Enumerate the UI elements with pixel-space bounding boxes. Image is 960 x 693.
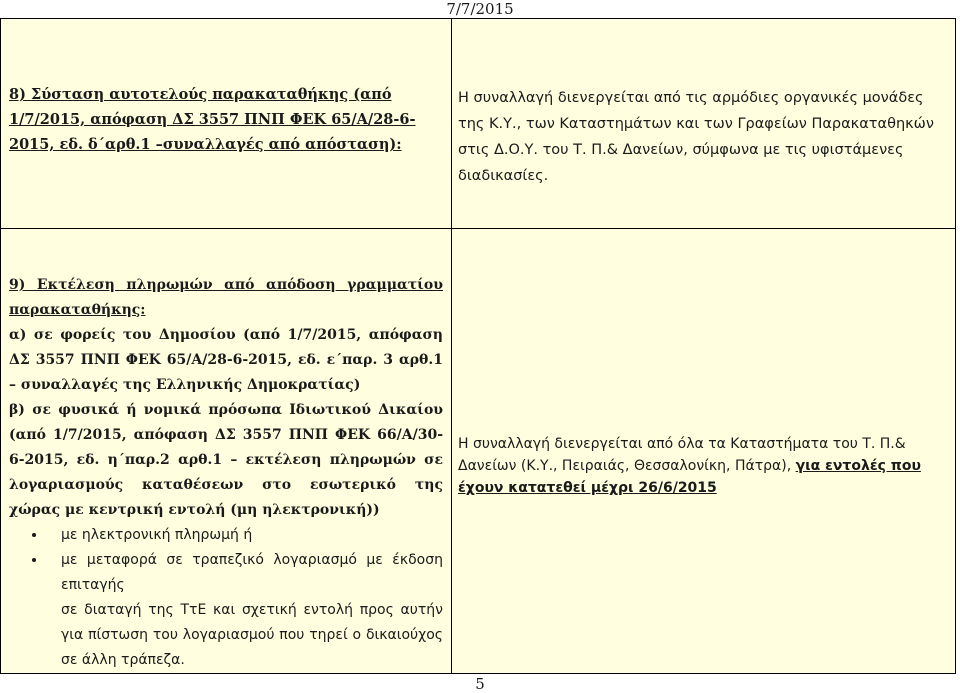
list-item: • με ηλεκτρονική πληρωμή ή [47, 523, 443, 548]
row9-deadline-note: για εντολές που έχουν κατατεθεί μέχρι 26/6/2015 [458, 458, 921, 496]
row8-left-cell [1, 19, 452, 229]
row9-para-b: β) σε φυσικά ή νομικά πρόσωπα Ιδιωτικού Δικαίου (από 1/7/2015, απόφαση ΔΣ 3557 ΠΝΠ ΦΕΚ 66/Α/30-6-2015, εδ. η΄παρ.2 αρθ.1 – εκτέλεση πληρωμών σε λογαριασμούς καταθέσεων στο εσωτερικό της χώρας με κεντρική εντολή (μη ηλεκτρονική)) [9, 402, 443, 518]
row9-para-a: α) σε φορείς του Δημοσίου (από 1/7/2015, απόφαση ΔΣ 3557 ΠΝΠ ΦΕΚ 65/Α/28-6-2015, εδ. ε΄παρ. 3 αρθ.1 – συναλλαγές της Ελληνικής Δημοκρατίας) [9, 327, 443, 393]
row8-right-cell [452, 19, 956, 229]
list-item: • με μεταφορά σε τραπεζικό λογαριασμό με έκδοση επιταγής [47, 548, 443, 598]
row9-right-cell [452, 229, 956, 674]
row8-title: 8) Σύσταση αυτοτελούς παρακαταθήκης (από 1/7/2015, απόφαση ΔΣ 3557 ΠΝΠ ΦΕΚ 65/Α/28-6-2015, εδ. δ΄αρθ.1 –συναλλαγές από απόσταση): [9, 86, 416, 153]
row8-description: Η συναλλαγή διενεργείται από τις αρμόδιες οργανικές μονάδες της Κ.Υ., των Καταστημάτων και των Γραφείων Παρακαταθηκών στις Δ.Ο.Υ. του Τ. Π.& Δανείων, σύμφωνα με τις υφιστάμενες διαδικασίες. [458, 90, 934, 184]
row9-description: Η συναλλαγή διενεργείται από όλα τα Καταστήματα του Τ. Π.& Δανείων (Κ.Υ., Πειραιάς, Θεσσαλονίκη, Πάτρα), [458, 436, 906, 474]
page-date: 7/7/2015 [446, 0, 514, 18]
row9-continuation: σε διαταγή της ΤτΕ και σχετική εντολή προς αυτήν για πίστωση του λογαριασμού που τηρεί ο δικαιούχος σε άλλη τράπεζα. [61, 602, 443, 668]
page-number: 5 [475, 675, 485, 693]
table-row [1, 19, 956, 229]
row9-left-cell [1, 229, 452, 674]
table-row [1, 229, 956, 674]
procedures-table [0, 18, 956, 674]
payment-methods-list [9, 523, 443, 598]
row9-heading: 9) Εκτέλεση πληρωμών από απόδοση γραμματίου παρακαταθήκης: [9, 277, 443, 318]
